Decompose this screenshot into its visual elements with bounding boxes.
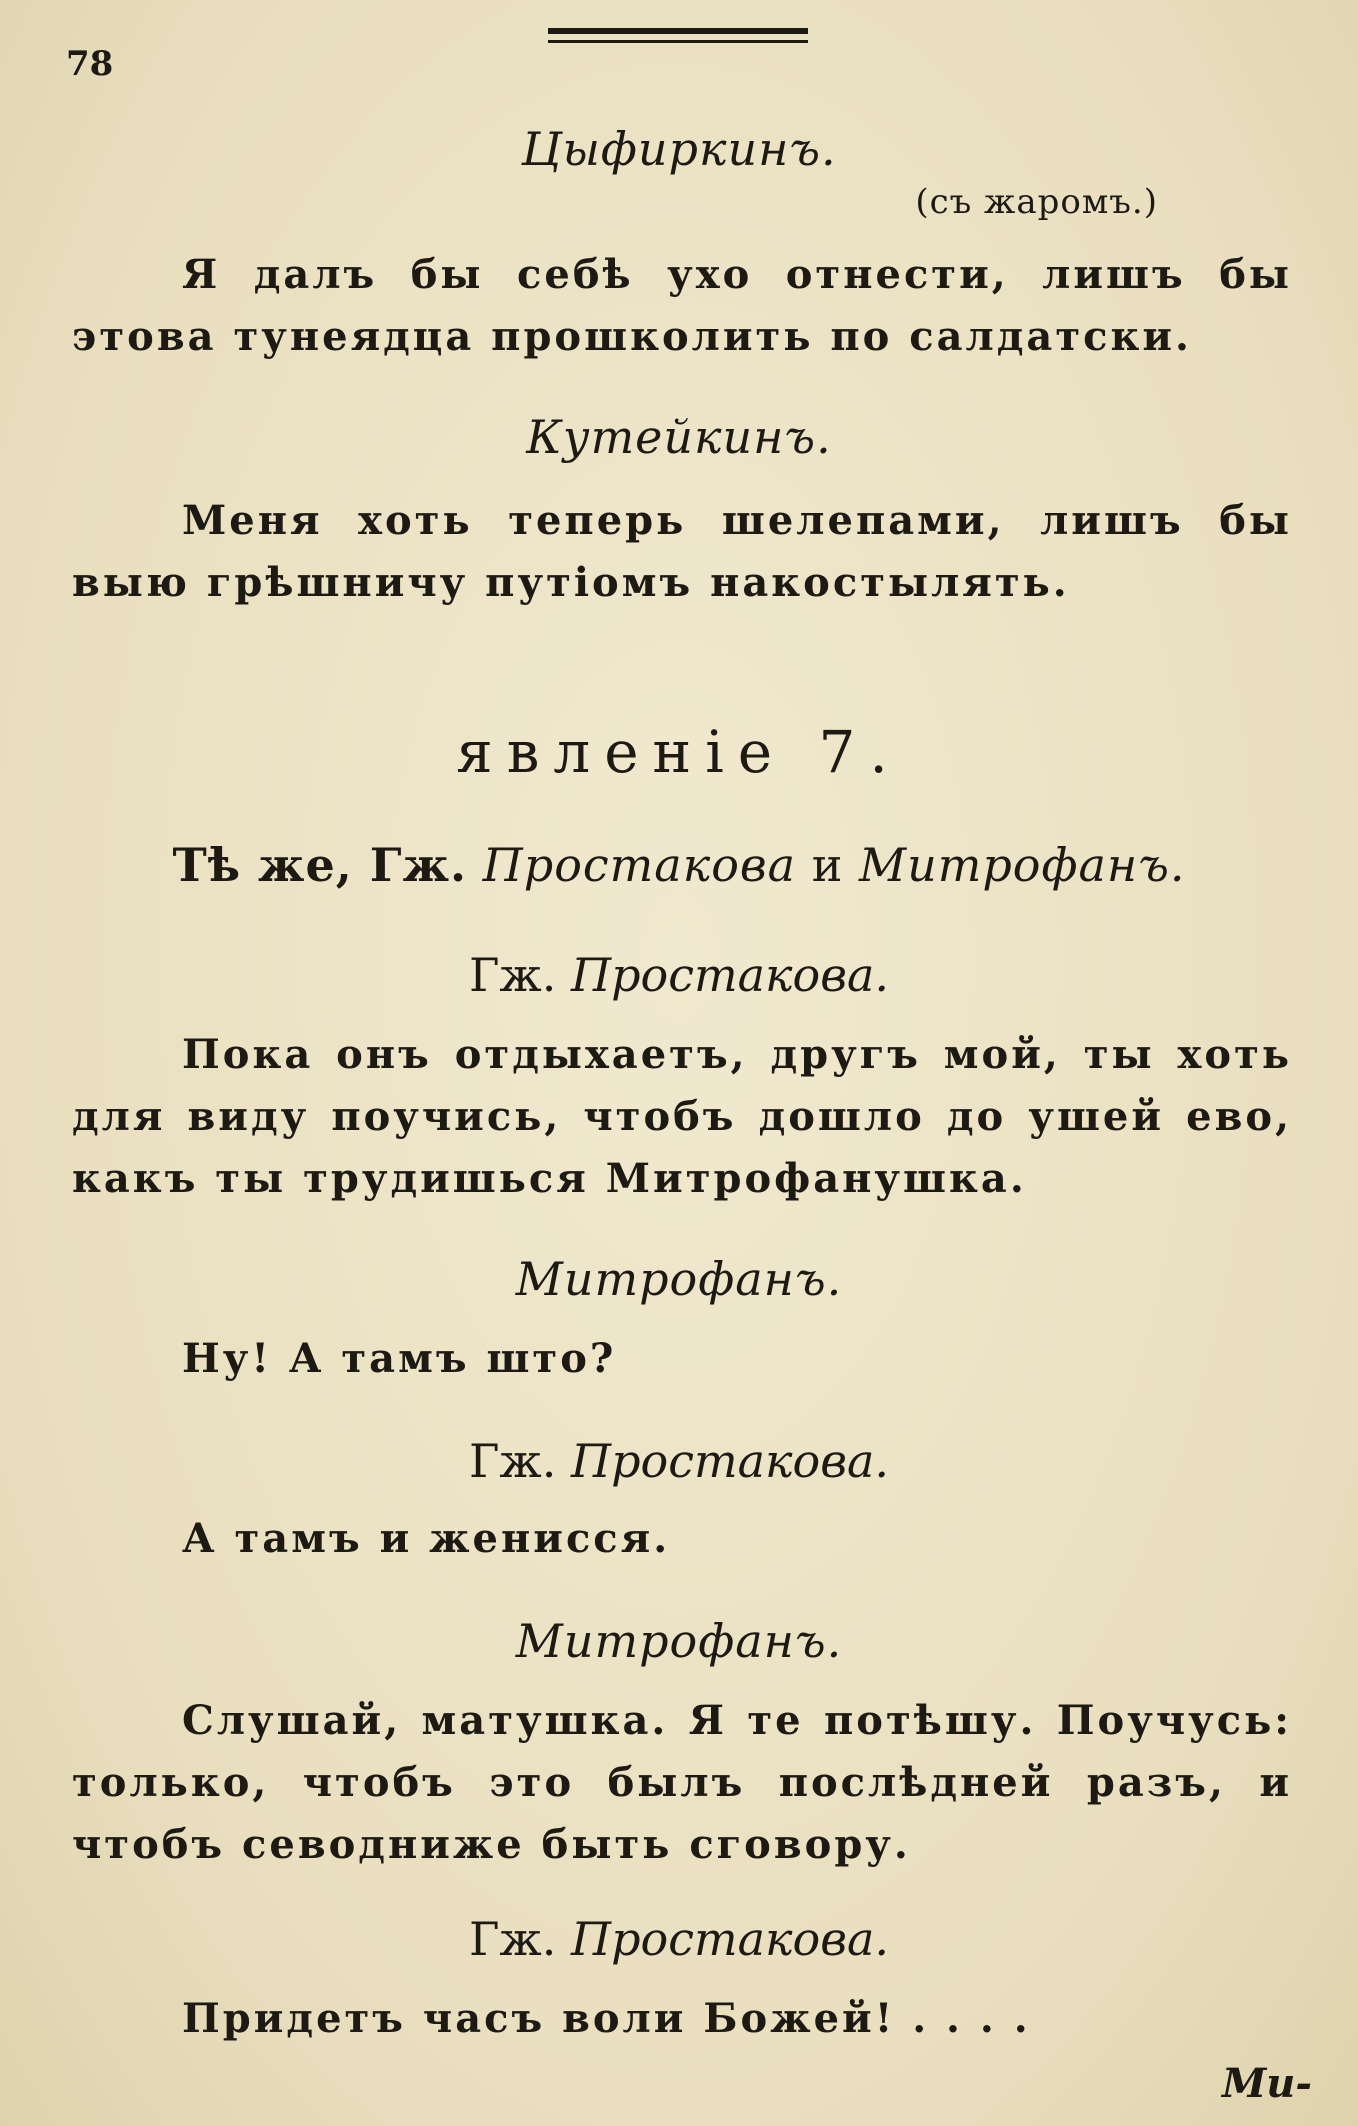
speaker-prefix: Гж.: [468, 1434, 557, 1488]
speaker-kuteikin: Кутейкинъ.: [526, 410, 832, 464]
header-double-rule: [548, 28, 808, 46]
speaker-name: Простакова.: [570, 948, 890, 1002]
speech-tsyfirkin: Я далъ бы себѣ ухо отнести, лишъ бы этова тунеядца прошколить по салдатски.: [72, 251, 1292, 360]
persons-and: и: [811, 838, 844, 892]
catchword: Ми-: [1222, 2060, 1312, 2107]
persons-mitrofan: Митрофанъ.: [859, 838, 1186, 892]
speaker-tsyfirkin: Цыфиркинъ.: [521, 122, 837, 176]
speaker-prefix: Гж.: [468, 948, 557, 1002]
scene-title: явленiе 7.: [456, 718, 902, 786]
speech-mitrofan-1: Ну! А тамъ што?: [182, 1335, 617, 1382]
speaker-name: Простакова.: [570, 1912, 890, 1966]
speaker-prefix: Гж.: [468, 1912, 557, 1966]
speaker-mitrofan-2: Митрофанъ.: [515, 1614, 843, 1668]
persons-prefix: Тѣ же, Гж.: [172, 838, 468, 892]
speaker-prostakova-2: [0, 1434, 1358, 1488]
speaker-mitrofan-1: Митрофанъ.: [515, 1252, 843, 1306]
scene-persons: [0, 838, 1358, 892]
speech-prostakova-2: А тамъ и женисся.: [182, 1515, 671, 1562]
stage-direction: (съ жаромъ.): [915, 182, 1158, 222]
speaker-prostakova-1: [0, 948, 1358, 1002]
speech-prostakova-3: Придетъ часъ воли Божей! . . . .: [182, 1995, 1031, 2042]
speaker-prostakova-3: [0, 1912, 1358, 1966]
speech-kuteikin: Меня хоть теперь шелепами, лишъ бы выю грѣшничу путiомъ накостылять.: [72, 497, 1292, 606]
page-number: 78: [66, 44, 114, 84]
speech-prostakova-1: Пока онъ отдыхаетъ, другъ мой, ты хоть для виду поучись, чтобъ дошло до ушей ево, какъ ты трудишься Митрофанушка.: [72, 1031, 1292, 1202]
speaker-name: Простакова.: [570, 1434, 890, 1488]
persons-prostakova: Простакова: [482, 838, 797, 892]
speech-mitrofan-2: Слушай, матушка. Я те потѣшу. Поучусь: только, чтобъ это былъ послѣдней разъ, и чтобъ севодниже быть сговору.: [72, 1697, 1292, 1868]
